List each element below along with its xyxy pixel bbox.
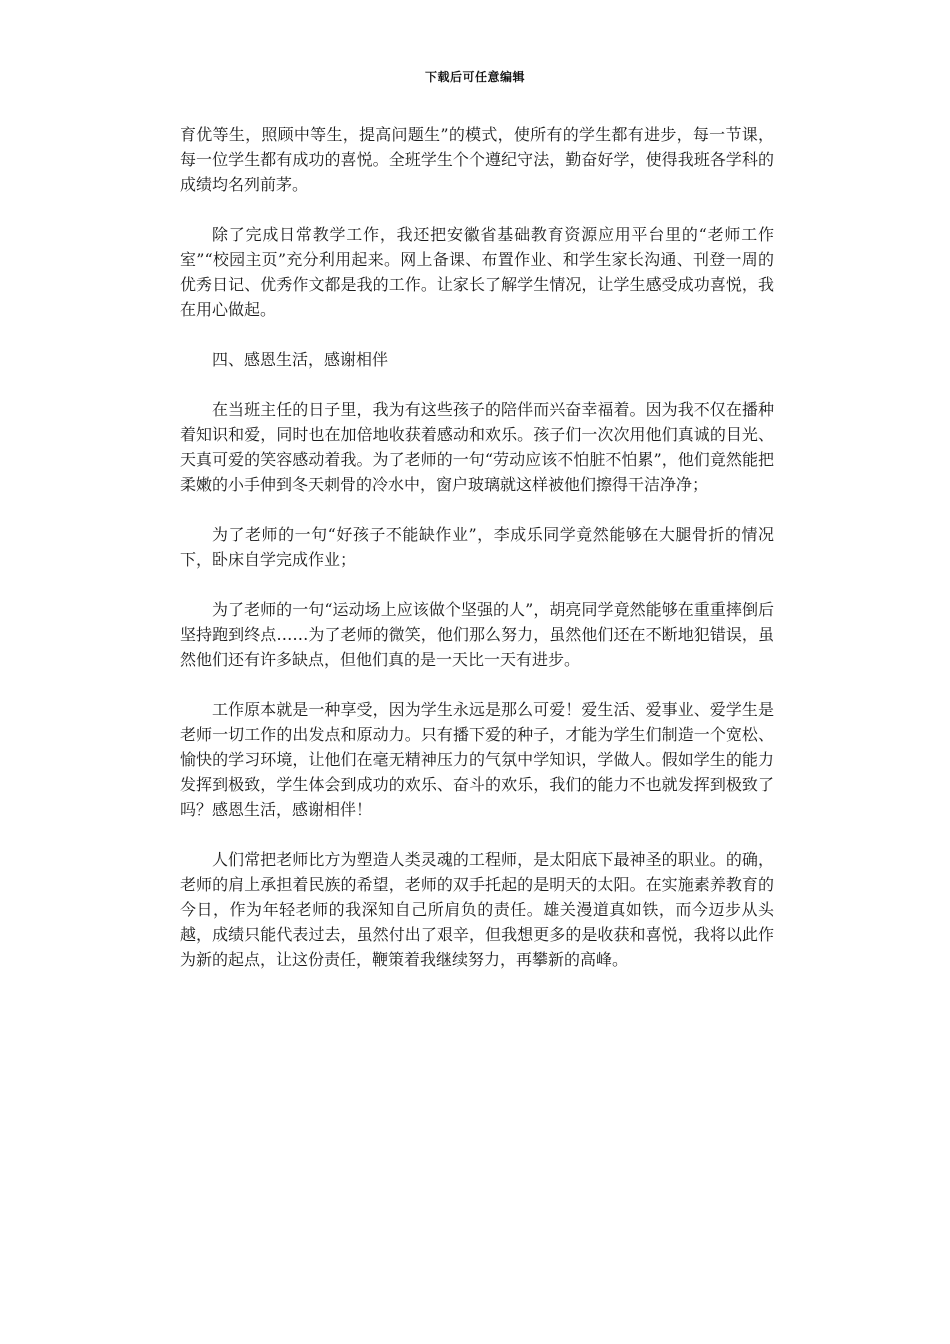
paragraph: 育优等生，照顾中等生，提高问题生”的模式，使所有的学生都有进步，每一节课，每一位学生都有成功的喜悦。全班学生个个遵纪守法，勤奋好学，使得我班各学科的成绩均名列前茅。 <box>180 125 774 194</box>
document-body <box>180 122 774 997</box>
paragraph: 工作原本就是一种享受，因为学生永远是那么可爱！爱生活、爱事业、爱学生是老师一切工作的出发点和原动力。只有播下爱的种子，才能为学生们制造一个宽松、愉快的学习环境，让他们在毫无精神压力的气氛中学知识，学做人。假如学生的能力发挥到极致，学生体会到成功的欢乐、奋斗的欢乐，我们的能力不也就发挥到极致了吗？感恩生活，感谢相伴！ <box>180 700 774 819</box>
paragraph: 为了老师的一句“运动场上应该做个坚强的人”，胡亮同学竟然能够在重重摔倒后坚持跑到终点……为了老师的微笑，他们那么努力，虽然他们还在不断地犯错误，虽然他们还有许多缺点，但他们真的是一天比一天有进步。 <box>180 600 774 669</box>
paragraph: 除了完成日常教学工作，我还把安徽省基础教育资源应用平台里的“老师工作室”“校园主页”充分利用起来。网上备课、布置作业、和学生家长沟通、刊登一周的优秀日记、优秀作文都是我的工作。让家长了解学生情况，让学生感受成功喜悦，我在用心做起。 <box>180 225 774 319</box>
paragraph: 人们常把老师比方为塑造人类灵魂的工程师，是太阳底下最神圣的职业。的确，老师的肩上承担着民族的希望，老师的双手托起的是明天的太阳。在实施素养教育的今日，作为年轻老师的我深知自己所肩负的责任。雄关漫道真如铁，而今迈步从头越，成绩只能代表过去，虽然付出了艰辛，但我想更多的是收获和喜悦，我将以此作为新的起点，让这份责任，鞭策着我继续努力，再攀新的高峰。 <box>180 850 774 969</box>
page-header: 下载后可任意编辑 <box>424 70 525 84</box>
section-heading: 四、感恩生活，感谢相伴 <box>212 350 389 369</box>
paragraph: 为了老师的一句“好孩子不能缺作业”，李成乐同学竟然能够在大腿骨折的情况下，卧床自学完成作业； <box>180 525 774 569</box>
paragraph: 在当班主任的日子里，我为有这些孩子的陪伴而兴奋幸福着。因为我不仅在播种着知识和爱，同时也在加倍地收获着感动和欢乐。孩子们一次次用他们真诚的目光、天真可爱的笑容感动着我。为了老师的一句“劳动应该不怕脏不怕累”，他们竟然能把柔嫩的小手伸到冬天刺骨的冷水中，窗户玻璃就这样被他们擦得干洁净净； <box>180 400 774 494</box>
